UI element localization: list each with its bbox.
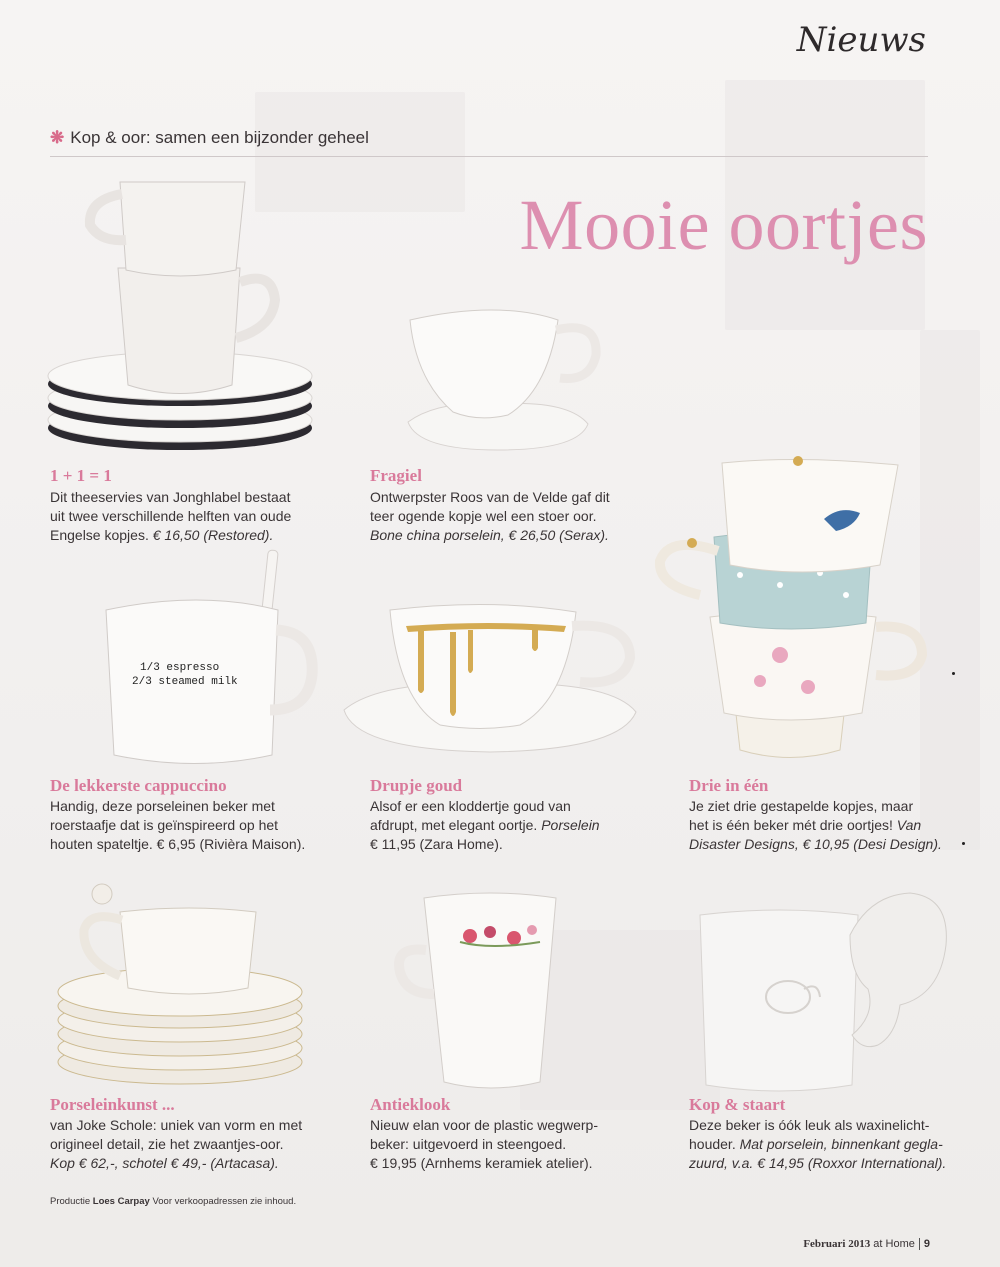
porcelain-art-stack-image (50, 880, 320, 1090)
item-price: Disaster Designs, € 10,95 (Desi Design). (689, 836, 942, 852)
item-body-3 (50, 797, 305, 854)
item-line: Handig, deze porseleinen beker met (50, 798, 275, 814)
item-line: Ontwerpster Roos van de Velde gaf dit (370, 489, 610, 505)
item-title-8: Kop & staart (689, 1095, 786, 1114)
footer-magazine: at Home (873, 1238, 915, 1250)
item-line: origineel detail, zie het zwaantjes-oor. (50, 1136, 284, 1152)
antique-cup-image (390, 890, 570, 1090)
item-line (689, 816, 942, 835)
item-material: Mat porselein, binnenkant gegla- (739, 1136, 943, 1152)
credit-name: Loes Carpay (92, 1196, 150, 1207)
item-line-part: afdrupt, met elegant oortje. (370, 817, 542, 833)
item-title-3: De lekkerste cappuccino (50, 776, 227, 795)
item-line: teer ogende kopje wel een stoer oor. (370, 508, 597, 524)
page-headline: Mooie oortjes (519, 185, 928, 265)
item-line: roerstaafje dat is geïnspireerd op het (50, 817, 279, 833)
item-title-6: Porseleinkunst ... (50, 1095, 175, 1114)
item-line: Nieuw elan voor de plastic wegwerp- (370, 1117, 598, 1133)
divider (50, 156, 928, 157)
asterisk-flower-icon: ❋ (50, 128, 65, 147)
mug-print-line2: 2/3 steamed milk (132, 676, 238, 688)
item-title-5: Drie in één (689, 776, 769, 795)
item-line-part: Engelse kopjes. (50, 527, 153, 543)
credit-prefix: Productie (50, 1196, 93, 1207)
item-line (370, 526, 610, 545)
item-title-2: Fragiel (370, 466, 422, 485)
item-line (689, 835, 942, 854)
item-line (50, 1154, 302, 1173)
item-price: € 16,50 (Restored). (152, 527, 274, 543)
item-body-6 (50, 1116, 302, 1173)
item-title-4: Drupje goud (370, 776, 463, 795)
item-line: beker: uitgevoerd in steengoed. (370, 1136, 567, 1152)
item-price: zuurd, v.a. € 14,95 (Roxxor International). (689, 1155, 947, 1171)
kicker-text: Kop & oor: samen een bijzonder geheel (70, 128, 369, 147)
item-price: Kop € 62,-, schotel € 49,- (Artacasa). (50, 1155, 279, 1171)
item-line: van Joke Schole: uniek van vorm en met (50, 1117, 303, 1133)
item-line: Deze beker is óók leuk als waxinelicht- (689, 1117, 930, 1133)
item-body-1 (50, 488, 291, 545)
item-line-part: houder. (689, 1136, 740, 1152)
item-line: Je ziet drie gestapelde kopjes, maar (689, 798, 914, 814)
item-line-part: het is één beker mét drie oortjes! (689, 817, 897, 833)
three-stacked-cups-image (640, 455, 940, 765)
item-line: Alsof er een kloddertje goud van (370, 798, 571, 814)
credit-suffix: Voor verkoopadressen zie inhoud. (149, 1196, 297, 1207)
mug-print-line1: 1/3 espresso (140, 662, 220, 674)
fragile-cup-image (398, 300, 608, 460)
item-body-2 (370, 488, 610, 545)
item-title-1: 1 + 1 = 1 (50, 466, 112, 485)
stacked-cups-image (40, 170, 330, 470)
item-price: Bone china porselein, € 26,50 (Serax). (370, 527, 609, 543)
print-speck (962, 842, 965, 845)
item-line: Dit theeservies van Jonghlabel bestaat (50, 489, 291, 505)
item-line: € 11,95 (Zara Home). (370, 836, 503, 852)
squirrel-mug-image (700, 885, 950, 1095)
item-body-8 (689, 1116, 946, 1173)
item-brand: Van (896, 817, 922, 833)
item-title-7: Antieklook (370, 1095, 451, 1114)
section-label: Nieuws (796, 20, 926, 60)
item-line: € 19,95 (Arnhems keramiek atelier). (370, 1155, 593, 1171)
cappuccino-mug-image (100, 550, 310, 770)
item-line (50, 526, 291, 545)
item-body-5 (689, 797, 942, 854)
footer-month: Februari 2013 (803, 1238, 871, 1250)
page-footer (803, 1238, 930, 1250)
item-body-7 (370, 1116, 598, 1173)
gold-drip-cup-image (340, 600, 640, 760)
item-line (689, 1154, 946, 1173)
kicker (50, 128, 369, 148)
item-line: houten spateltje. € 6,95 (Rivièra Maison). (50, 836, 306, 852)
item-line (689, 1135, 946, 1154)
item-line: uit twee verschillende helften van oude (50, 508, 292, 524)
footer-divider (919, 1238, 920, 1250)
item-line (370, 816, 600, 835)
page-number: 9 (923, 1238, 930, 1250)
production-credit (50, 1196, 296, 1207)
item-body-4 (370, 797, 600, 854)
item-material: Porselein (541, 817, 600, 833)
print-speck (952, 672, 955, 675)
